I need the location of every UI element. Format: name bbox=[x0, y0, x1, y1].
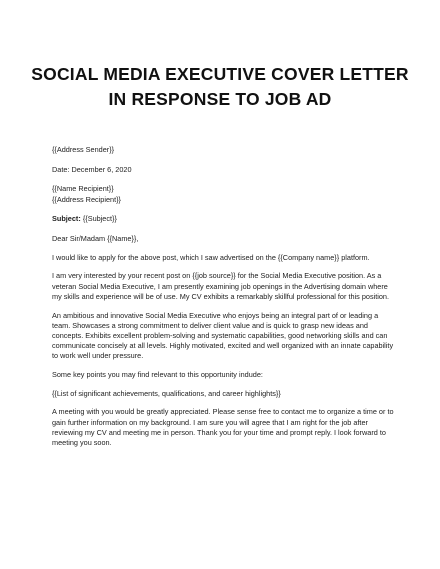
subject-label: Subject: bbox=[52, 214, 81, 224]
document-title-line-2: IN RESPONSE TO JOB AD bbox=[108, 89, 332, 109]
paragraph-intro: I would like to apply for the above post, which I saw advertised on the {{Company name}} platform. bbox=[52, 252, 370, 262]
document-title-line-1: SOCIAL MEDIA EXECUTIVE COVER LETTER bbox=[31, 64, 409, 84]
address-sender: {{Address Sender}} bbox=[52, 145, 115, 154]
letter-body bbox=[52, 145, 398, 448]
paragraph-key-points: Some key points you may find relevant to this opportunity indude: bbox=[52, 370, 263, 380]
subject-value: {{Subject}} bbox=[80, 214, 117, 224]
subject-line bbox=[52, 214, 398, 224]
paragraph-interest: I am very interested by your recent post on {{job source}} for the Social Media Executive position. As a veteran Social Media Executive, I am presently examining job openings in the Advertising domain where my skills and experience will be of use. My CV exhibits a remarkably skillful professional for this position. bbox=[52, 271, 390, 301]
paragraph-closing: A meeting with you would be greatly appreciated. Please sense free to contact me to organize a time or to gain further information on my background. I am sure you will agree that I am right for the job after reviewing my CV and meeting me in person. Thank you for your time and prompt reply. I look forward to meeting you soon. bbox=[52, 407, 394, 448]
paragraph-achievements: {{List of significant achievements, qualifications, and career highlights}} bbox=[52, 388, 281, 398]
name-recipient: {{Name Recipient}} bbox=[52, 184, 114, 194]
paragraph-profile: An ambitious and innovative Social Media Executive who enjoys being an integral part of or leading a team. Showcases a strong commitment to deliver client value and is quick to grasp new ideas and concepts. Exhibits excellent problem-solving and systematic capabilities, good networking skills and can communicate concisely at all levels. Highly motivated, excited and well organized with an innate capability to work well under pressure. bbox=[52, 310, 394, 361]
greeting: Dear Sir/Madam {{Name}}, bbox=[52, 234, 139, 244]
address-recipient: {{Address Recipient}} bbox=[52, 194, 121, 204]
letter-date: Date: December 6, 2020 bbox=[52, 164, 132, 174]
